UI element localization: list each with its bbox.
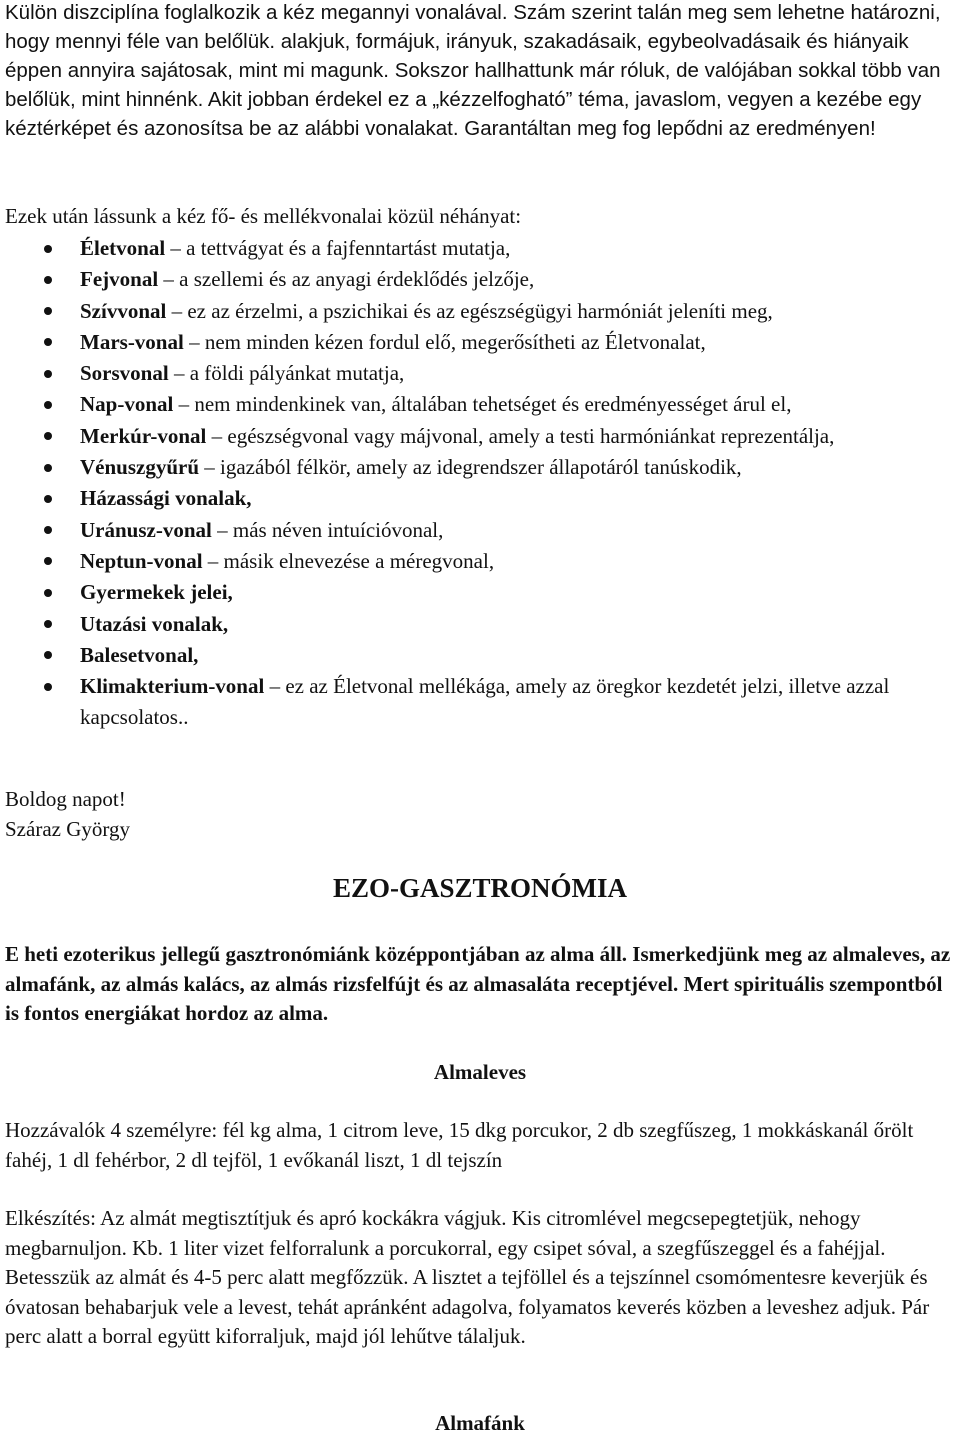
recipe-title: Almaleves	[433, 1060, 527, 1084]
list-item	[0, 515, 955, 546]
bullet-icon	[44, 620, 52, 628]
list-item	[0, 483, 955, 514]
line-name: Életvonal	[80, 236, 166, 260]
gastro-lead: E heti ezoterikus jellegű gasztronómiánk középpontjában az alma áll. Ismerkedjünk meg az almaleves, az almafánk, az almás kalács, az almás rizsfelfújt és az almasaláta receptjével. Mert spirituális szempontból is fontos energiákat hordoz az alma.	[5, 942, 951, 1025]
bullet-icon	[44, 370, 52, 378]
bullet-icon	[44, 557, 52, 565]
line-name: Klimakterium-vonal	[80, 674, 265, 699]
line-desc: – a tettvágyat és a fajfenntartást mutatja,	[165, 236, 511, 260]
line-name: Utazási vonalak,	[80, 611, 229, 636]
list-intro: Ezek után lássunk a kéz fő- és mellékvonalai közül néhányat:	[5, 204, 522, 228]
line-desc: – igazából félkör, amely az idegrendszer állapotáról tanúskodik,	[199, 455, 742, 480]
bullet-icon	[44, 526, 52, 534]
recipe-method: Elkészítés: Az almát megtisztítjuk és apró kockákra vágjuk. Kis citromlével megcsepegtetjük, nehogy megbarnuljon. Kb. 1 liter vizet felforralunk a porcukorral, egy csipet sóval, a szegfűszeggel és a fahéjjal. Betesszük az almát és 4-5 perc alatt megfőzzük. A lisztet a tejföllel és a tejszínnel csomómentesre keverjük és óvatosan behabarjuk vele a levest, tehát apránként adagolva, folyamatos keverés közben a leveshez adjuk. Pár perc alatt a borral együtt kiforraljuk, majd jól lehűtve tálaljuk.	[5, 1206, 930, 1348]
line-name: Fejvonal	[80, 267, 159, 292]
list-item	[0, 421, 955, 452]
bullet-icon	[44, 338, 52, 346]
line-name: Merkúr-vonal	[80, 423, 207, 448]
line-desc: – a szellemi és az anyagi érdeklődés jelzője,	[158, 267, 535, 292]
line-name: Házassági vonalak,	[80, 486, 252, 511]
list-item	[0, 609, 955, 640]
line-name: Nap-vonal	[80, 392, 174, 417]
list-item	[0, 233, 955, 264]
bullet-icon	[44, 245, 52, 253]
list-item	[0, 546, 955, 577]
bullet-icon	[44, 307, 52, 315]
list-item	[0, 452, 955, 483]
line-name: Mars-vonal	[80, 329, 184, 354]
recipe-title: Almafánk	[435, 1411, 525, 1435]
section-heading: EZO-GASZTRONÓMIA	[332, 873, 628, 903]
signoff	[5, 784, 130, 844]
list-item	[0, 671, 955, 734]
line-desc: – ez az Életvonal mellékága, amely az öregkor kezdetét jelzi, illetve azzal kapcsolatos..	[80, 674, 890, 730]
line-desc: – ez az érzelmi, a pszichikai és az egészségügyi harmóniát jeleníti meg,	[166, 298, 773, 323]
bullet-icon	[44, 401, 52, 409]
line-name: Szívvonal	[80, 298, 167, 323]
bullet-icon	[44, 432, 52, 440]
line-name: Sorsvonal	[80, 361, 169, 386]
bullet-icon	[44, 464, 52, 472]
list-item	[0, 264, 955, 295]
line-desc: – nem mindenkinek van, általában tehetséget és eredményességet árul el,	[173, 392, 792, 417]
author-name: Száraz György	[5, 817, 130, 841]
list-item	[0, 358, 955, 389]
bullet-icon	[44, 276, 52, 284]
list-item	[0, 577, 955, 608]
palm-lines-list	[0, 233, 955, 734]
list-item	[0, 389, 955, 420]
greeting: Boldog napot!	[5, 787, 126, 811]
list-item	[0, 640, 955, 671]
bullet-icon	[44, 651, 52, 659]
intro-paragraph: Külön diszciplína foglalkozik a kéz megannyi vonalával. Szám szerint talán meg sem lehetne határozni, hogy mennyi féle van belőlük. alakjuk, formájuk, irányuk, szakadásaik, egybeolvadásaik és hiányaik éppen annyira sajátosak, mint mi magunk. Sokszor hallhattunk már róluk, de valójában sokkal több van belőlük, mint hinnénk. Akit jobban érdekel ez a „kézzelfogható” téma, javaslom, vegyen a kezébe egy kéztérképet és azonosítsa be az alábbi vonalakat. Garantáltan meg fog lepődni az eredményen!	[5, 1, 941, 140]
bullet-icon	[44, 683, 52, 691]
list-item	[0, 327, 955, 358]
line-desc: – más néven intuícióvonal,	[211, 517, 444, 542]
line-name: Uránusz-vonal	[80, 517, 212, 542]
line-desc: – másik elnevezése a méregvonal,	[202, 548, 495, 573]
line-name: Balesetvonal,	[80, 642, 199, 667]
list-item	[0, 296, 955, 327]
line-desc: – a földi pályánkat mutatja,	[168, 361, 405, 386]
line-desc: – nem minden kézen fordul elő, megerősítheti az Életvonalat,	[183, 329, 706, 354]
line-desc: – egészségvonal vagy májvonal, amely a testi harmóniánkat reprezentálja,	[206, 423, 835, 448]
line-name: Neptun-vonal	[80, 548, 203, 573]
bullet-icon	[44, 495, 52, 503]
bullet-icon	[44, 589, 52, 597]
recipe-ingredients: Hozzávalók 4 személyre: fél kg alma, 1 citrom leve, 15 dkg porcukor, 2 db szegfűszeg, 1 mokkáskanál őrölt fahéj, 1 dl fehérbor, 2 dl tejföl, 1 evőkanál liszt, 1 dl tejszín	[5, 1118, 914, 1172]
line-name: Vénuszgyűrű	[80, 455, 200, 480]
line-name: Gyermekek jelei,	[80, 580, 233, 605]
